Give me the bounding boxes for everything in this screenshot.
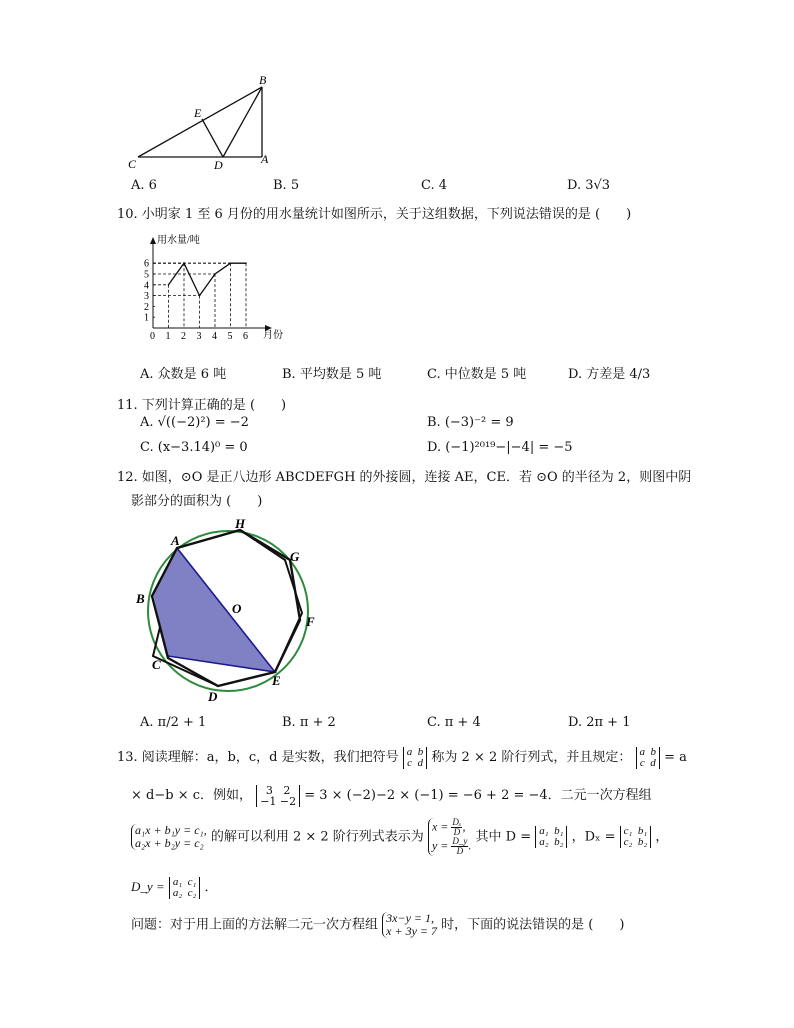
label-E: E (272, 673, 281, 688)
x-tick-label: 5 (227, 331, 233, 342)
q12-option-b[interactable]: B. π + 2 (282, 715, 336, 730)
q12-stem-line1: 12. 如图，⊙O 是正八边形 ABCDEFGH 的外接圆，连接 AE，CE．若 ⊙O 的半径为 2，则图中阴 (117, 470, 692, 485)
q13-line3-c: ，Dₓ = (571, 829, 616, 845)
q13-line3-b: 其中 D = (475, 829, 532, 845)
x-axis-label: 月份 (263, 330, 283, 341)
sys-eq2: a₂x + b₂y = c₂ (135, 836, 204, 850)
q12-option-a[interactable]: A. π/2 + 1 (140, 715, 207, 730)
q13-line2-a: × d−b × c．例如， (131, 788, 252, 803)
q13-line2-b: = 3 × (−2)−2 × (−1) = −6 + 2 = −4．二元一次方程组 (304, 788, 652, 803)
q13-line3-d: ， (655, 829, 669, 845)
y-tick-label: 5 (144, 269, 149, 281)
x-tick-label: 6 (243, 331, 248, 342)
label-C: C (128, 157, 137, 171)
q10-option-b[interactable]: B. 平均数是 5 吨 (282, 367, 382, 382)
q11-option-b[interactable]: B. (−3)⁻² = 9 (427, 415, 514, 430)
q13-line1 (117, 746, 687, 769)
question-system (382, 912, 437, 938)
data-point (183, 262, 185, 264)
q10-stem: 10. 小明家 1 至 6 月份的用水量统计如图所示，关于这组数据，下列说法错误的是 ( ) (117, 207, 632, 222)
q10-option-d[interactable]: D. 方差是 4/3 (568, 367, 651, 382)
label-A: A (261, 152, 269, 166)
label-E: E (194, 106, 202, 120)
q11-stem: 11. 下列计算正确的是 ( ) (117, 398, 287, 413)
q13-line3-a: 的解可以利用 2 × 2 阶行列式表示为 (210, 829, 424, 845)
label-D: D (214, 158, 223, 172)
q10-option-a[interactable]: A. 众数是 6 吨 (140, 367, 227, 382)
octagon-figure (130, 512, 330, 707)
q13-line3 (131, 818, 668, 856)
data-point (199, 295, 201, 297)
x-tick-label: 3 (196, 331, 202, 342)
label-D: D (208, 689, 218, 704)
det-symbol: a b c d (403, 747, 428, 769)
solution-formula: x = $\frac{\text{Dₓ}}{D}$, y = $\frac{D\_y}{D}$. (428, 818, 471, 856)
y-tick-label: 4 (144, 280, 149, 292)
q9-option-c[interactable]: C. 4 (421, 178, 448, 193)
q9-option-b[interactable]: B. 5 (273, 178, 300, 193)
y-axis-arrow (150, 237, 156, 244)
x-tick-label: 0 (150, 331, 155, 342)
data-point (214, 273, 216, 275)
x-tick-label: 2 (181, 331, 186, 342)
q11-option-a[interactable]: A. √((−2)²) = −2 (140, 415, 249, 430)
label-C: C (152, 657, 161, 672)
water-usage-chart (135, 232, 295, 344)
q13-question-a: 问题：对于用上面的方法解二元一次方程组 (131, 917, 379, 933)
det-example: 3 2 −1 −2 (256, 785, 300, 807)
q11-option-d[interactable]: D. (−1)²⁰¹⁹−|−4| = −5 (427, 440, 573, 455)
x-tick-label: 1 (165, 331, 171, 342)
q12-option-c[interactable]: C. π + 4 (427, 715, 481, 730)
data-point (245, 262, 247, 264)
label-F: F (306, 614, 315, 629)
label-O: O (232, 601, 242, 616)
q9-option-d[interactable]: D. 3√3 (567, 178, 611, 193)
q13-line1-c: = a (664, 750, 687, 765)
det-definition: a b c d (636, 747, 661, 769)
label-G: G (290, 549, 300, 564)
q12-option-d[interactable]: D. 2π + 1 (568, 715, 631, 730)
y-tick-label: 3 (144, 291, 149, 303)
q13-question-b: 时，下面的说法错误的是 ( ) (441, 917, 625, 933)
label-B: B (259, 73, 267, 87)
label-B: B (136, 591, 145, 606)
triangle-figure (120, 70, 290, 180)
y-tick-label: 2 (144, 301, 149, 313)
label-H: H (235, 516, 246, 531)
y-axis-label: 用水量/吨 (157, 235, 200, 246)
q13-line4 (131, 876, 218, 899)
general-system (131, 824, 207, 850)
q13-line2 (131, 784, 652, 807)
data-point (230, 262, 232, 264)
q9-option-a[interactable]: A. 6 (131, 178, 157, 193)
question-eq1: 3x−y = 1, (386, 911, 435, 925)
series-line (169, 263, 247, 295)
sys-eq1: a₁x + b₁y = c₁, (135, 823, 207, 837)
q12-stem-line2: 影部分的面积为 ( ) (131, 494, 263, 509)
q13-line1-a: 13. 阅读理解：a，b，c，d 是实数，我们把符号 (117, 750, 399, 765)
det-Dy: a₁ c₁ a₂ c₂ (169, 877, 201, 899)
q13-line1-b: 称为 2 × 2 阶行列式，并且规定： (431, 750, 632, 765)
q13-line4-b: ． (204, 880, 218, 895)
q10-option-c[interactable]: C. 中位数是 5 吨 (427, 367, 527, 382)
q13-line4-a: D_y = (131, 879, 165, 894)
question-eq2: x + 3y = 7 (386, 924, 438, 938)
q13-question (131, 912, 624, 938)
x-tick-label: 4 (212, 331, 217, 342)
det-Dx: c₁ b₁ c₂ b₂ (620, 826, 652, 848)
y-tick-label: 1 (144, 312, 149, 324)
det-D: a₁ b₁ a₂ b₂ (535, 826, 567, 848)
y-tick-label: 6 (144, 258, 149, 270)
q11-option-c[interactable]: C. (x−3.14)⁰ = 0 (140, 440, 248, 455)
data-point (168, 284, 170, 286)
label-A: A (171, 533, 180, 548)
